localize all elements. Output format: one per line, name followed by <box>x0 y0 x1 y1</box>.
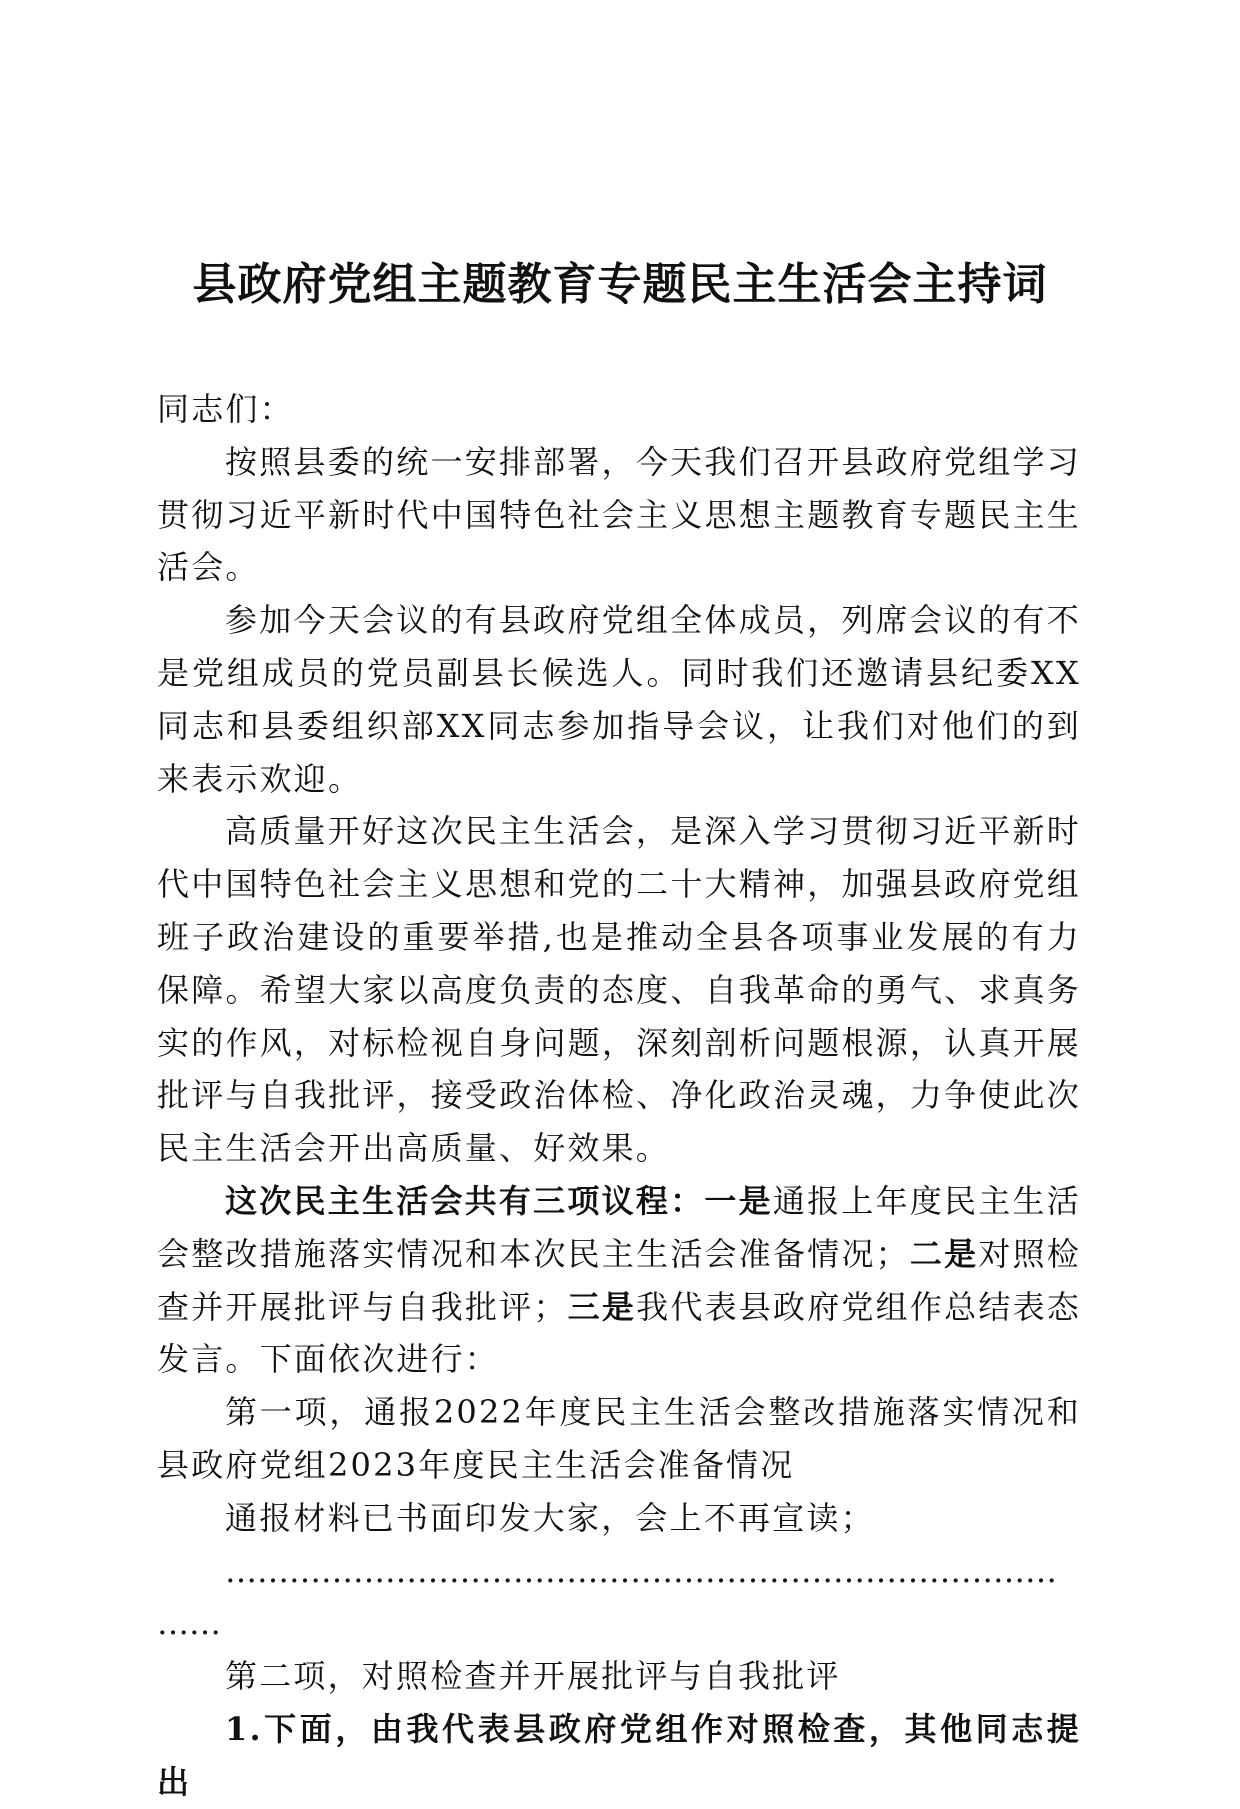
paragraph-agenda <box>157 1175 1081 1386</box>
paragraph-item-one: 第一项，通报2022年度民主生活会整改措施落实情况和县政府党组2023年度民主生活会准备情况 <box>157 1393 1081 1484</box>
paragraph-significance: 高质量开好这次民主生活会，是深入学习贯彻习近平新时代中国特色社会主义思想和党的二十大精神，加强县政府党组班子政治建设的重要举措,也是推动全县各项事业发展的有力保障。希望大家以高度负责的态度、自我革命的勇气、求真务实的作风，对标检视自身问题，深刻剖析问题根源，认真开展批评与自我批评，接受政治体检、净化政治灵魂，力争使此次民主生活会开出高质量、好效果。 <box>157 812 1081 1168</box>
paragraph-item-one-note: 通报材料已书面印发大家，会上不再宣读； <box>225 1498 875 1537</box>
paragraph-item-two: 第二项，对照检查并开展批评与自我批评 <box>225 1657 841 1696</box>
agenda-third-label: 三是 <box>567 1287 637 1326</box>
agenda-second-text: 对照检查并开展批评与自我批评； <box>157 1234 1081 1326</box>
paragraph-item-two-step-one: 1.下面，由我代表县政府党组作对照检查，其他同志提出 <box>157 1709 1081 1801</box>
document-title: 县政府党组主题教育专题民主生活会主持词 <box>192 259 1048 310</box>
agenda-third-text: 我代表县政府党组作总结表态发言。下面依次进行： <box>157 1287 1081 1379</box>
agenda-lead: 这次民主生活会共有三项议程： <box>225 1181 705 1220</box>
paragraph-attendees: 参加今天会议的有县政府党组全体成员，列席会议的有不是党组成员的党员副县长候选人。同时我们还邀请县纪委XX同志和县委组织部XX同志参加指导会议，让我们对他们的到来表示欢迎。 <box>157 601 1081 798</box>
document-body <box>157 383 1081 1809</box>
greeting: 同志们： <box>157 390 294 428</box>
ellipsis-line: ………………………………………………………………………… <box>157 1551 1057 1643</box>
agenda-second-label: 二是 <box>909 1234 979 1273</box>
paragraph-opening: 按照县委的统一安排部署，今天我们召开县政府党组学习贯彻习近平新时代中国特色社会主义思想主题教育专题民主生活会。 <box>157 442 1081 587</box>
agenda-first-text: 通报上年度民主生活会整改措施落实情况和本次民主生活会准备情况； <box>157 1181 1081 1273</box>
agenda-first-label: 一是 <box>704 1181 773 1220</box>
